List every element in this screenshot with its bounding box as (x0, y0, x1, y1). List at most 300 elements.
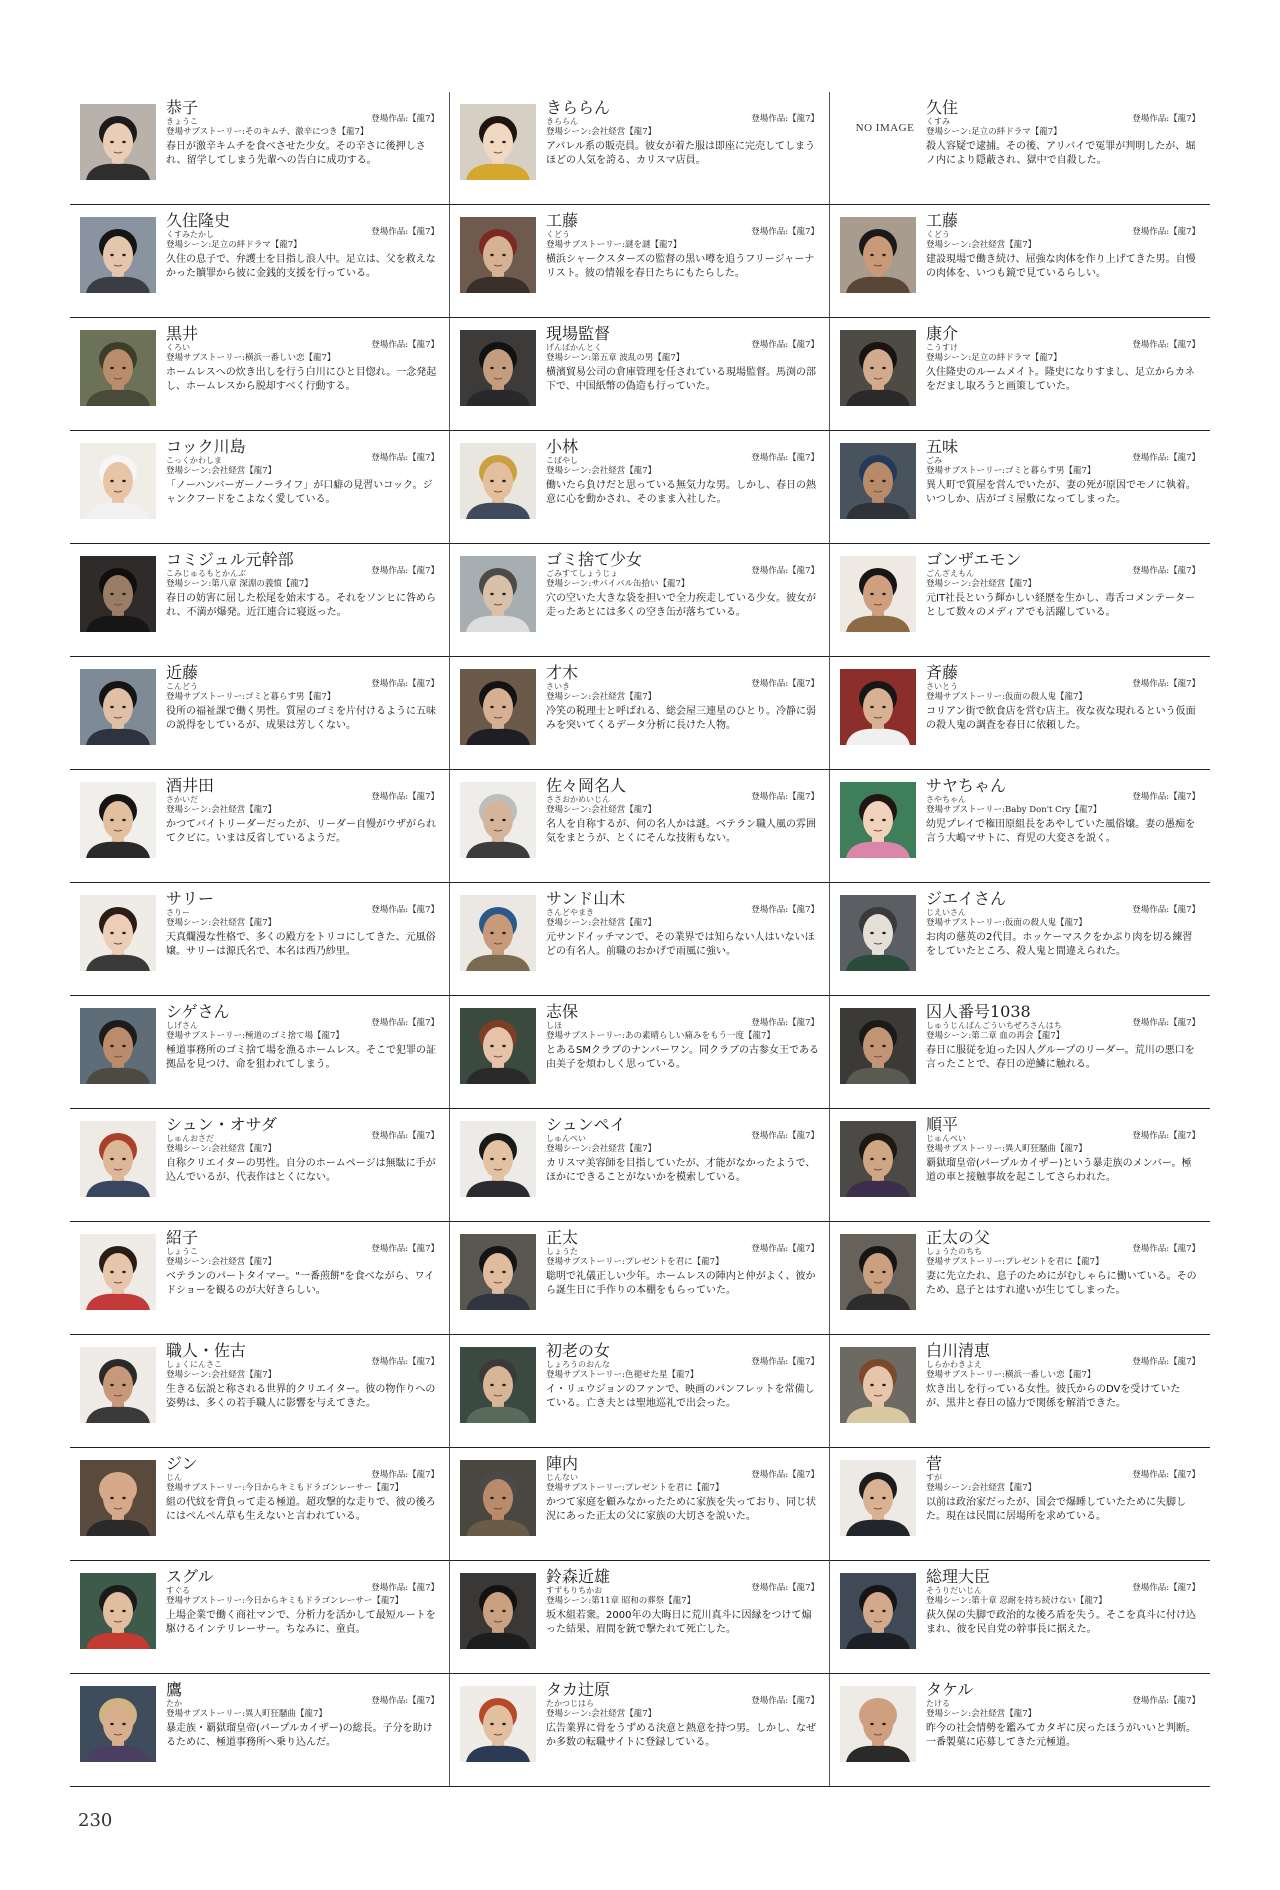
entry-text (546, 1680, 819, 1782)
character-reading: さやちゃん (926, 795, 966, 804)
appearance-info: 登場シーン:第十章 忍耐を持ち続けない【龍7】 (926, 1596, 1107, 1606)
character-reading: さいき (546, 682, 570, 691)
works-label: 登場作品:【龍7】 (1132, 1244, 1200, 1254)
entry-text (166, 211, 439, 313)
character-name: コミジュル元幹部 (166, 550, 294, 569)
entry-text (926, 1454, 1200, 1556)
character-reading: さりー (166, 908, 190, 917)
works-label: 登場作品:【龍7】 (751, 905, 819, 915)
character-name: 志保 (546, 1002, 579, 1021)
character-reading: しょくにんさこ (166, 1360, 222, 1369)
appearance-info: 登場サブストーリー:仮面の殺人鬼【龍7】 (926, 692, 1087, 702)
works-label: 登場作品:【龍7】 (371, 566, 439, 576)
works-label: 登場作品:【龍7】 (371, 1131, 439, 1141)
character-name: ジン (166, 1454, 198, 1473)
character-entry (450, 996, 830, 1109)
character-reading: しょうた (546, 1247, 578, 1256)
character-reading: ささおかめいじん (546, 795, 610, 804)
character-reading: しょうこ (166, 1247, 198, 1256)
character-description: 天真爛漫な性格で、多くの殿方をトリコにしてきた、元風俗嬢。サリーは源氏名で、本名は西乃紗里。 (166, 932, 436, 957)
entry-text (546, 1228, 819, 1330)
character-portrait (460, 330, 536, 406)
character-entry (830, 770, 1210, 883)
character-reading: たかつじはら (546, 1699, 594, 1708)
character-portrait (80, 556, 156, 632)
character-name: 黒井 (166, 324, 199, 343)
appearance-info: 登場シーン:サバイバル缶拾い【龍7】 (546, 579, 690, 589)
works-label: 登場作品:【龍7】 (751, 1583, 819, 1593)
character-portrait (460, 669, 536, 745)
character-name: 正太 (546, 1228, 579, 1247)
entry-text (166, 324, 439, 426)
character-description: 極道事務所のゴミ捨て場を漁るホームレス。そこで犯罪の証拠品を見つけ、命を狙われてしまう。 (166, 1045, 436, 1070)
appearance-info: 登場シーン:会社経営【龍7】 (926, 1483, 1037, 1493)
character-portrait (460, 1686, 536, 1762)
character-entry (450, 544, 830, 657)
appearance-info: 登場シーン:会社経営【龍7】 (926, 240, 1037, 250)
entry-text (546, 550, 819, 652)
entry-text (166, 889, 439, 991)
character-entry (450, 318, 830, 431)
character-description: 春日が激辛キムチを食べさせた少女。その辛さに後押しされ、留学してしまう先輩への告白に成功する。 (166, 141, 426, 166)
character-entry (450, 657, 830, 770)
appearance-info: 登場シーン:会社経営【龍7】 (546, 466, 657, 476)
character-reading: くすみ (926, 117, 950, 126)
character-name: 工藤 (926, 211, 959, 230)
works-label: 登場作品:【龍7】 (751, 1018, 819, 1028)
works-label: 登場作品:【龍7】 (751, 1357, 819, 1367)
entry-text (546, 1115, 819, 1217)
character-entry (450, 883, 830, 996)
character-reading: しほ (546, 1021, 562, 1030)
character-description: ベテランのパートタイマー。"一番煎餅"を食べながら、ワイドショーを観るのが大好きらしい。 (166, 1271, 435, 1296)
character-description: 春日に服従を迫った囚人グループのリーダー。荒川の悪口を言ったことで、春日の逆鱗に触れる。 (926, 1045, 1195, 1070)
character-description: 久住の息子で、弁護士を目指し浪人中。足立は、父を救えなかった贖罪から彼に金銭的支援を行っている。 (166, 254, 436, 279)
character-portrait (460, 1121, 536, 1197)
character-portrait (460, 1234, 536, 1310)
works-label: 登場作品:【龍7】 (1132, 1131, 1200, 1141)
entry-text (546, 324, 819, 426)
appearance-info: 登場サブストーリー:あの素晴らしい痛みをもう一度【龍7】 (546, 1031, 775, 1041)
character-description: アパレル系の販売員。彼女が着た服は即座に完売してしまうほどの人気を誇る、カリスマ店員。 (546, 141, 815, 166)
character-name: 佐々岡名人 (546, 776, 627, 795)
entry-text (546, 1567, 819, 1669)
character-description: かつてバイトリーダーだったが、リーダー自慢がウザがられてクビに。いまは反省しているようだ。 (166, 819, 436, 844)
character-portrait (840, 669, 916, 745)
works-label: 登場作品:【龍7】 (371, 1696, 439, 1706)
character-description: お肉の慈英の2代目。ホッケーマスクをかぶり肉を切る練習をしていたところ、殺人鬼と間違えられた。 (926, 932, 1193, 957)
appearance-info: 登場シーン:会社経営【龍7】 (166, 1257, 277, 1267)
character-name: 工藤 (546, 211, 579, 230)
character-entry (70, 1448, 450, 1561)
works-label: 登場作品:【龍7】 (371, 905, 439, 915)
appearance-info: 登場サブストーリー:異人町狂騒曲【龍7】 (166, 1709, 327, 1719)
entry-text (926, 211, 1200, 313)
character-reading: こうすけ (926, 343, 958, 352)
character-entry (70, 883, 450, 996)
character-description: かつて家庭を顧みなかったために家族を失っており、同じ状況にあった正太の父に家族の大切さを説いた。 (546, 1497, 816, 1522)
entry-text (166, 1115, 439, 1217)
character-reading: こばやし (546, 456, 578, 465)
character-name: 久住隆史 (166, 211, 231, 230)
character-reading: しゅんぺい (546, 1134, 586, 1143)
entry-text (546, 1454, 819, 1556)
character-name: 小林 (546, 437, 579, 456)
character-reading: しげさん (166, 1021, 198, 1030)
appearance-info: 登場サブストーリー:ゴミと暮らす男【龍7】 (926, 466, 1096, 476)
character-reading: さんどやまき (546, 908, 594, 917)
character-description: 冷笑の税理士と呼ばれる、総会屋三連星のひとり。冷静に弱みを突いてくるデータ分析に長けた人物。 (546, 706, 816, 731)
character-reading: こっくかわしま (166, 456, 222, 465)
character-description: 炊き出しを行っている女性。彼氏からのDVを受けていたが、黒井と春日の協力で関係を解消できた。 (926, 1384, 1181, 1409)
character-description: 生きる伝説と称される世界的クリエイター。彼の物作りへの姿勢は、多くの若手職人に影響を与えてきた。 (166, 1384, 436, 1409)
character-description: 春日の妨害に屈した松尾を始末する。それをソンヒに咎められ、不満が爆発。近江連合に寝返った。 (166, 593, 436, 618)
works-label: 登場作品:【龍7】 (751, 679, 819, 689)
appearance-info: 登場シーン:会社経営【龍7】 (546, 127, 657, 137)
character-name: 菅 (926, 1454, 943, 1473)
entry-text (926, 1002, 1200, 1104)
appearance-info: 登場シーン:第八章 深淵の義憤【龍7】 (166, 579, 313, 589)
character-description: 「ノーハンバーガーノーライフ」が口癖の見習いコック。ジャンクフードをこよなく愛している。 (166, 480, 433, 505)
appearance-info: 登場シーン:会社経営【龍7】 (926, 1709, 1037, 1719)
character-entry (450, 770, 830, 883)
character-entry (450, 431, 830, 544)
character-reading: じゅんぺい (926, 1134, 966, 1143)
character-portrait (460, 443, 536, 519)
appearance-info: 登場シーン:会社経営【龍7】 (546, 1144, 657, 1154)
works-label: 登場作品:【龍7】 (1132, 905, 1200, 915)
entry-text (546, 1341, 819, 1443)
character-name: ゴミ捨て少女 (546, 550, 643, 569)
appearance-info: 登場シーン:足立の絆ドラマ【龍7】 (926, 353, 1062, 363)
appearance-info: 登場シーン:会社経営【龍7】 (546, 805, 657, 815)
character-entry (70, 318, 450, 431)
appearance-info: 登場シーン:会社経営【龍7】 (166, 918, 277, 928)
character-portrait (460, 217, 536, 293)
character-entry (450, 1109, 830, 1222)
appearance-info: 登場サブストーリー:プレゼントを君に【龍7】 (926, 1257, 1104, 1267)
character-portrait (840, 1573, 916, 1649)
character-description: 穴の空いた大きな袋を担いで全力疾走している少女。彼女が走ったあとには多くの空き缶が落ちている。 (546, 593, 816, 618)
works-label: 登場作品:【龍7】 (1132, 679, 1200, 689)
appearance-info: 登場サブストーリー:色褪せた星【龍7】 (546, 1370, 699, 1380)
entry-text (926, 437, 1200, 539)
character-portrait (80, 1121, 156, 1197)
character-reading: ごみ (926, 456, 942, 465)
character-entry (70, 1222, 450, 1335)
character-portrait (80, 330, 156, 406)
character-portrait (80, 1686, 156, 1762)
entry-text (166, 1680, 439, 1782)
entry-text (166, 776, 439, 878)
character-entry (830, 1448, 1210, 1561)
works-label: 登場作品:【龍7】 (371, 340, 439, 350)
character-entry (450, 1561, 830, 1674)
character-entry (450, 205, 830, 318)
entry-text (926, 776, 1200, 878)
character-reading: すぐる (166, 1586, 190, 1595)
works-label: 登場作品:【龍7】 (751, 566, 819, 576)
character-portrait (460, 1008, 536, 1084)
character-reading: くろい (166, 343, 190, 352)
character-reading: じえいさん (926, 908, 966, 917)
character-entry (830, 1109, 1210, 1222)
works-label: 登場作品:【龍7】 (751, 1470, 819, 1480)
character-portrait (840, 1121, 916, 1197)
character-entry (830, 544, 1210, 657)
character-portrait (460, 556, 536, 632)
works-label: 登場作品:【龍7】 (1132, 453, 1200, 463)
character-entry (450, 1335, 830, 1448)
entry-text (546, 1002, 819, 1104)
entry-text (926, 1567, 1200, 1669)
appearance-info: 登場シーン:第二章 血の再会【龍7】 (926, 1031, 1065, 1041)
works-label: 登場作品:【龍7】 (1132, 227, 1200, 237)
character-entry (70, 996, 450, 1109)
appearance-info: 登場サブストーリー:横浜一番しい恋【龍7】 (926, 1370, 1096, 1380)
character-name: 順平 (926, 1115, 959, 1134)
character-description: 自称クリエイターの男性。自分のホームページは無駄に手が込んでいるが、代表作はとくにない。 (166, 1158, 436, 1183)
character-name: サンド山木 (546, 889, 626, 908)
works-label: 登場作品:【龍7】 (751, 1244, 819, 1254)
appearance-info: 登場サブストーリー:謎を謎【龍7】 (546, 240, 682, 250)
character-reading: くすみたかし (166, 230, 214, 239)
character-name: 久住 (926, 98, 959, 117)
character-name: きららん (546, 98, 611, 117)
character-reading: しょろうのおんな (546, 1360, 610, 1369)
character-reading: すずもりちかお (546, 1586, 603, 1595)
character-description: 異人町で質屋を営んでいたが、妻の死が原因でモノに執着。いつしか、店がゴミ屋敷になってしまった。 (926, 480, 1196, 505)
works-label: 登場作品:【龍7】 (1132, 792, 1200, 802)
character-description: 働いたら負けだと思っている無気力な男。しかし、春日の熱意に心を動かされ、そのまま入社した。 (546, 480, 816, 505)
character-description: 名人を自称するが、何の名人かは謎。ベテラン職人風の雰囲気をまとうが、とくにそんな技術もない。 (546, 819, 816, 844)
entry-text (166, 98, 439, 200)
entry-text (926, 550, 1200, 652)
character-portrait (840, 330, 916, 406)
appearance-info: 登場サブストーリー:異人町狂騒曲【龍7】 (926, 1144, 1087, 1154)
character-portrait (460, 1460, 536, 1536)
works-label: 登場作品:【龍7】 (1132, 1018, 1200, 1028)
character-description: ホームレスへの炊き出しを行う白川にひと目惚れ。一念発起し、ホームレスから脱却すべく行動する。 (166, 367, 437, 392)
appearance-info: 登場サブストーリー:プレゼントを君に【龍7】 (546, 1483, 724, 1493)
entry-text (546, 776, 819, 878)
character-name: コック川島 (166, 437, 246, 456)
appearance-info: 登場サブストーリー:Baby Don't Cry【龍7】 (926, 805, 1102, 815)
works-label: 登場作品:【龍7】 (751, 453, 819, 463)
works-label: 登場作品:【龍7】 (751, 1696, 819, 1706)
character-portrait (840, 217, 916, 293)
character-description: とあるSMクラブのナンバーワン。同クラブの古参女王である由美子を煩わしく思っている。 (546, 1045, 819, 1070)
character-entry (830, 1674, 1210, 1787)
character-portrait (840, 1234, 916, 1310)
entry-text (926, 889, 1200, 991)
character-entry (830, 1561, 1210, 1674)
character-description: 聡明で礼儀正しい少年。ホームレスの陣内と仲がよく、彼から誕生日に手作りの本棚をもらっていた。 (546, 1271, 816, 1296)
character-entry (830, 996, 1210, 1109)
character-portrait (80, 1234, 156, 1310)
appearance-info: 登場シーン:会社経営【龍7】 (546, 692, 657, 702)
character-entry (830, 431, 1210, 544)
entry-text (926, 1341, 1200, 1443)
character-reading: そうりだいじん (926, 1586, 982, 1595)
character-description: 昨今の社会情勢を鑑みてカタギに戻ったほうがいいと判断。一番製菓に応募してきた元極道。 (926, 1723, 1196, 1748)
appearance-info: 登場サブストーリー:仮面の殺人鬼【龍7】 (926, 918, 1087, 928)
appearance-info: 登場サブストーリー:横浜一番しい恋【龍7】 (166, 353, 336, 363)
character-name: 正太の父 (926, 1228, 991, 1247)
character-entry (830, 1335, 1210, 1448)
character-portrait (840, 443, 916, 519)
character-reading: こみじゅるもとかんぶ (166, 569, 246, 578)
character-description: イ・リュウジョンのファンで、映画のパンフレットを常備している。亡き夫とは聖地巡礼で出会った。 (546, 1384, 815, 1409)
character-name: 陣内 (546, 1454, 579, 1473)
appearance-info: 登場シーン:足立の絆ドラマ【龍7】 (166, 240, 302, 250)
character-reading: しらかわきよえ (926, 1360, 982, 1369)
appearance-info: 登場シーン:足立の絆ドラマ【龍7】 (926, 127, 1062, 137)
character-name: サヤちゃん (926, 776, 1007, 795)
character-portrait (80, 1347, 156, 1423)
character-entry (830, 205, 1210, 318)
character-reading: しゅんおさだ (166, 1134, 214, 1143)
character-name: 恭子 (166, 98, 199, 117)
appearance-info: 登場シーン:第11章 昭和の葬祭【龍7】 (546, 1596, 696, 1606)
character-name: 康介 (926, 324, 959, 343)
entry-text (546, 211, 819, 313)
character-name: ジエイさん (926, 889, 1007, 908)
appearance-info: 登場サブストーリー:今日からキミもドラゴンレーサー【龍7】 (166, 1596, 404, 1606)
character-portrait (80, 782, 156, 858)
character-description: 組の代紋を背負って走る極道。超攻撃的な走りで、彼の後ろにはぺんぺん草も生えないと言われている。 (166, 1497, 436, 1522)
works-label: 登場作品:【龍7】 (371, 1244, 439, 1254)
character-reading: ごんざえもん (926, 569, 974, 578)
works-label: 登場作品:【龍7】 (371, 679, 439, 689)
character-name: 五味 (926, 437, 959, 456)
entry-text (926, 98, 1200, 200)
works-label: 登場作品:【龍7】 (371, 114, 439, 124)
character-portrait (840, 1347, 916, 1423)
character-portrait (80, 669, 156, 745)
appearance-info: 登場サブストーリー:プレゼントを君に【龍7】 (546, 1257, 724, 1267)
character-name: 才木 (546, 663, 579, 682)
character-entry (70, 1674, 450, 1787)
character-reading: すが (926, 1473, 942, 1482)
character-entry (70, 1109, 450, 1222)
character-entry (450, 1674, 830, 1787)
works-label: 登場作品:【龍7】 (371, 1470, 439, 1480)
entry-text (166, 1567, 439, 1669)
character-name: 鷹 (166, 1680, 183, 1699)
character-description: 殺人容疑で逮捕。その後、アリバイで冤罪が判明したが、堀ノ内により隠蔽され、獄中で自殺した。 (926, 141, 1196, 166)
character-name: サリー (166, 889, 215, 908)
character-entry (70, 770, 450, 883)
character-description: 久住隆史のルームメイト。隆史になりすまし、足立からカネをだまし取ろうと画策していた。 (926, 367, 1195, 392)
character-name: 斉藤 (926, 663, 959, 682)
entry-text (546, 437, 819, 539)
appearance-info: 登場シーン:会社経営【龍7】 (166, 1144, 277, 1154)
character-portrait (840, 895, 916, 971)
character-portrait (80, 1573, 156, 1649)
character-entry (830, 1222, 1210, 1335)
works-label: 登場作品:【龍7】 (1132, 340, 1200, 350)
works-label: 登場作品:【龍7】 (1132, 1583, 1200, 1593)
works-label: 登場作品:【龍7】 (371, 453, 439, 463)
character-name: 総理大臣 (926, 1567, 991, 1586)
works-label: 登場作品:【龍7】 (1132, 114, 1200, 124)
character-reading: くどう (546, 230, 570, 239)
character-reading: しゅうじんばんごういちぜろさんはち (926, 1021, 1062, 1030)
character-reading: たか (166, 1699, 182, 1708)
character-portrait (460, 104, 536, 180)
appearance-info: 登場シーン:会社経営【龍7】 (166, 466, 277, 476)
character-portrait (840, 1008, 916, 1084)
entry-text (166, 1454, 439, 1556)
character-entry (830, 92, 1210, 205)
appearance-info: 登場サブストーリー:今日からキミもドラゴンレーサー【龍7】 (166, 1483, 404, 1493)
character-name: 酒井田 (166, 776, 215, 795)
entry-text (546, 98, 819, 200)
character-portrait (80, 217, 156, 293)
character-name: 囚人番号1038 (926, 1002, 1031, 1021)
character-entry (830, 883, 1210, 996)
appearance-info: 登場シーン:会社経営【龍7】 (926, 579, 1037, 589)
character-entry (70, 205, 450, 318)
character-reading: きららん (546, 117, 578, 126)
character-portrait (80, 1460, 156, 1536)
character-reading: くどう (926, 230, 950, 239)
character-description: 横浜シャークスターズの監督の黒い噂を追うフリージャーナリスト。彼の情報を春日たちにもたらした。 (546, 254, 815, 279)
works-label: 登場作品:【龍7】 (1132, 1470, 1200, 1480)
character-reading: たける (926, 1699, 950, 1708)
no-image-placeholder: NO IMAGE (855, 122, 915, 134)
character-entry (450, 1448, 830, 1561)
appearance-info: 登場シーン:会社経営【龍7】 (546, 1709, 657, 1719)
character-entry (70, 92, 450, 205)
character-name: 鈴森近雄 (546, 1567, 611, 1586)
character-entry (70, 431, 450, 544)
character-description: 元IT社長という輝かしい経歴を生かし、毒舌コメンテーターとして数々のメディアでも活躍している。 (926, 593, 1196, 618)
character-portrait (460, 782, 536, 858)
character-name: ゴンザエモン (926, 550, 1022, 569)
character-entry (830, 318, 1210, 431)
character-name: 近藤 (166, 663, 199, 682)
character-reading: げんばかんとく (546, 343, 602, 352)
appearance-info: 登場シーン:第五章 波乱の男【龍7】 (546, 353, 685, 363)
appearance-info: 登場シーン:会社経営【龍7】 (546, 918, 657, 928)
character-name: シゲさん (166, 1002, 230, 1021)
character-description: 幼児プレイで権田原組長をあやしていた風俗嬢。妻の愚痴を言う大嶋マサトに、育児の大変さを説く。 (926, 819, 1196, 844)
character-name: タケル (926, 1680, 974, 1699)
character-name: タカ辻原 (546, 1680, 611, 1699)
character-description: 覇獄瑠皇帝(パープルカイザー)という暴走族のメンバー。極道の車と接触事故を起こしてさらわれた。 (926, 1158, 1192, 1183)
character-reading: こんどう (166, 682, 198, 691)
works-label: 登場作品:【龍7】 (751, 340, 819, 350)
character-index-grid (70, 92, 1210, 1787)
works-label: 登場作品:【龍7】 (1132, 1696, 1200, 1706)
character-portrait (840, 1686, 916, 1762)
appearance-info: 登場シーン:会社経営【龍7】 (166, 1370, 277, 1380)
character-entry (450, 92, 830, 205)
character-reading: きょうこ (166, 117, 198, 126)
entry-text (166, 437, 439, 539)
works-label: 登場作品:【龍7】 (1132, 1357, 1200, 1367)
character-description: 役所の福祉課で働く男性。質屋のゴミを片付けるように五味の説得をしているが、成果は芳しくない。 (166, 706, 436, 731)
character-entry (70, 544, 450, 657)
appearance-info: 登場サブストーリー:極道のゴミ捨て場【龍7】 (166, 1031, 344, 1041)
character-name: スグル (166, 1567, 214, 1586)
character-description: 坂木組若衆。2000年の大晦日に荒川真斗に因縁をつけて煽った結果、眉間を銃で撃たれて死亡した。 (546, 1610, 812, 1635)
character-description: 広告業界に骨をうずめる決意と熱意を持つ男。しかし、なぜか多数の転職サイトに登録している。 (546, 1723, 816, 1748)
works-label: 登場作品:【龍7】 (371, 227, 439, 237)
character-entry (830, 657, 1210, 770)
